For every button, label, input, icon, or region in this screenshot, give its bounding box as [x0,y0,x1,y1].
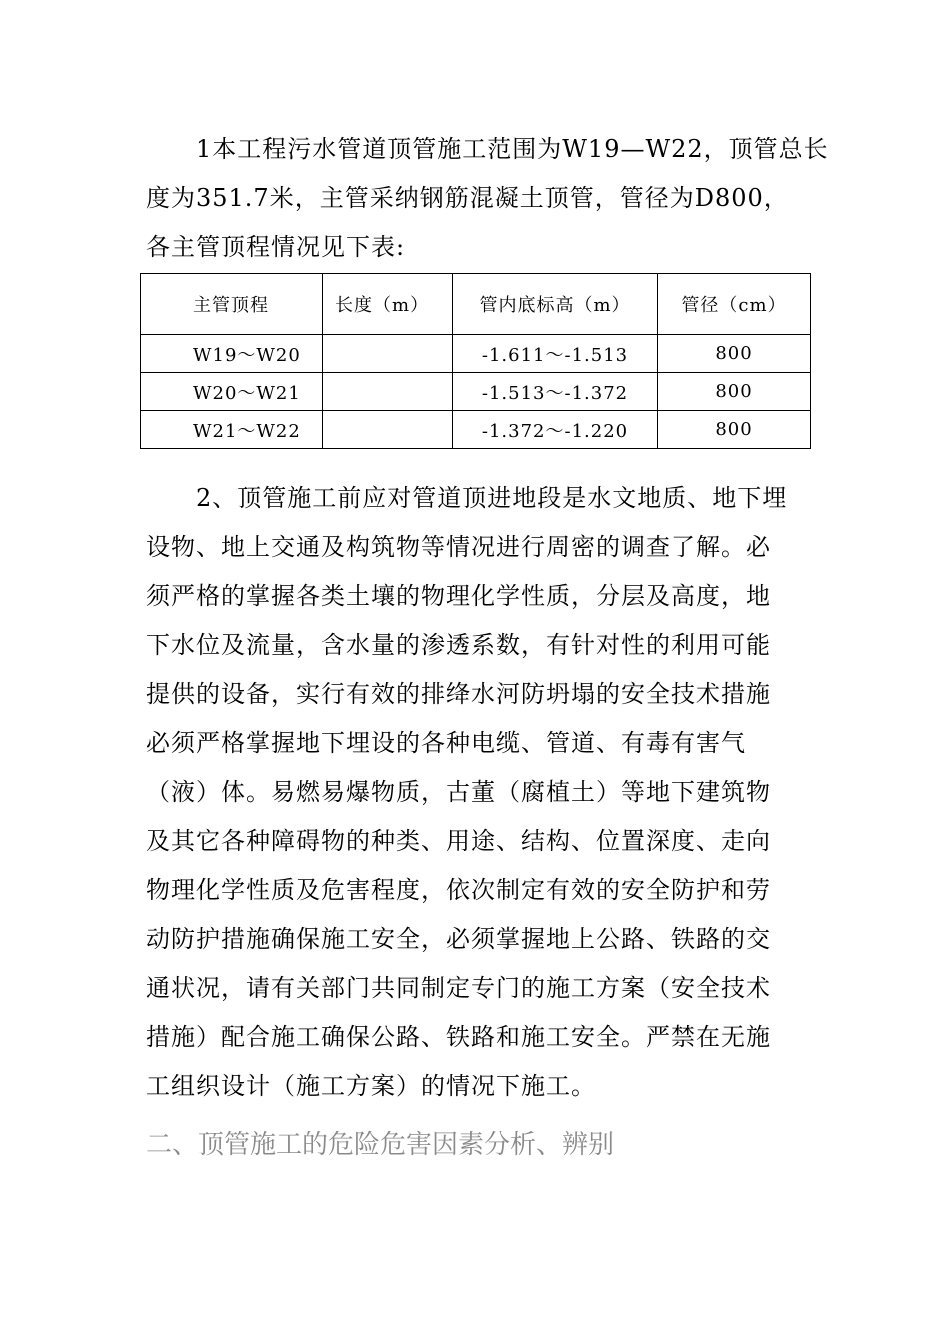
body-line: 必须严格掌握地下埋设的各种电缆、管道、有毒有害气 [146,729,746,757]
body-line: （液）体。易燃易爆物质，古董（腐植土）等地下建筑物 [146,778,771,806]
body-line: 及其它各种障碍物的种类、用途、结构、位置深度、走向 [146,827,771,855]
table-cell: 800 [658,373,811,411]
table-cell [323,411,453,449]
table-row [141,373,811,411]
table-row [141,335,811,373]
table-cell: -1.611～-1.513 [453,335,658,373]
body-line: 须严格的掌握各类土壤的物理化学性质，分层及高度，地 [146,582,771,610]
table-cell: -1.513～-1.372 [453,373,658,411]
table-cell: 800 [658,335,811,373]
table-cell [323,335,453,373]
table-cell: 800 [658,411,811,449]
header-cell-invert-elevation: 管内底标高（m） [453,274,658,335]
table-cell: W19～W20 [141,335,323,373]
intro-paragraph [146,125,829,272]
intro-line: 各主管顶程情况见下表: [146,233,406,261]
header-cell-segment: 主管顶程 [141,274,323,335]
body-line: 动防护措施确保施工安全，必须掌握地上公路、铁路的交 [146,925,771,953]
table-header-row [141,274,811,335]
body-line: 措施）配合施工确保公路、铁路和施工安全。严禁在无施 [146,1023,771,1051]
intro-line: 1本工程污水管道顶管施工范围为W19—W22，顶管总长 [146,135,829,163]
table-cell: -1.372～-1.220 [453,411,658,449]
body-line: 通状况，请有关部门共同制定专门的施工方案（安全技术 [146,974,771,1002]
header-cell-diameter: 管径（cm） [658,274,811,335]
body-line: 设物、地上交通及构筑物等情况进行周密的调查了解。必 [146,533,771,561]
body-line: 提供的设备，实行有效的排绛水河防坍塌的安全技术措施 [146,680,771,708]
table-cell: W20～W21 [141,373,323,411]
body-line: 2、顶管施工前应对管道顶进地段是水文地质、地下埋 [146,484,788,512]
pipe-jacking-table [140,273,811,449]
table-cell [323,373,453,411]
body-line: 物理化学性质及危害程度，依次制定有效的安全防护和劳 [146,876,771,904]
table-row [141,411,811,449]
intro-line: 度为351.7米，主管采纳钢筋混凝土顶管，管径为D800， [146,184,789,212]
section-heading: 二、顶管施工的危险危害因素分析、辨别 [146,1130,615,1160]
site-investigation-paragraph [146,474,810,1111]
header-cell-length: 长度（m） [323,274,453,335]
body-line: 工组织设计（施工方案）的情况下施工。 [146,1072,596,1100]
body-line: 下水位及流量，含水量的渗透系数，有针对性的利用可能 [146,631,771,659]
table-cell: W21～W22 [141,411,323,449]
